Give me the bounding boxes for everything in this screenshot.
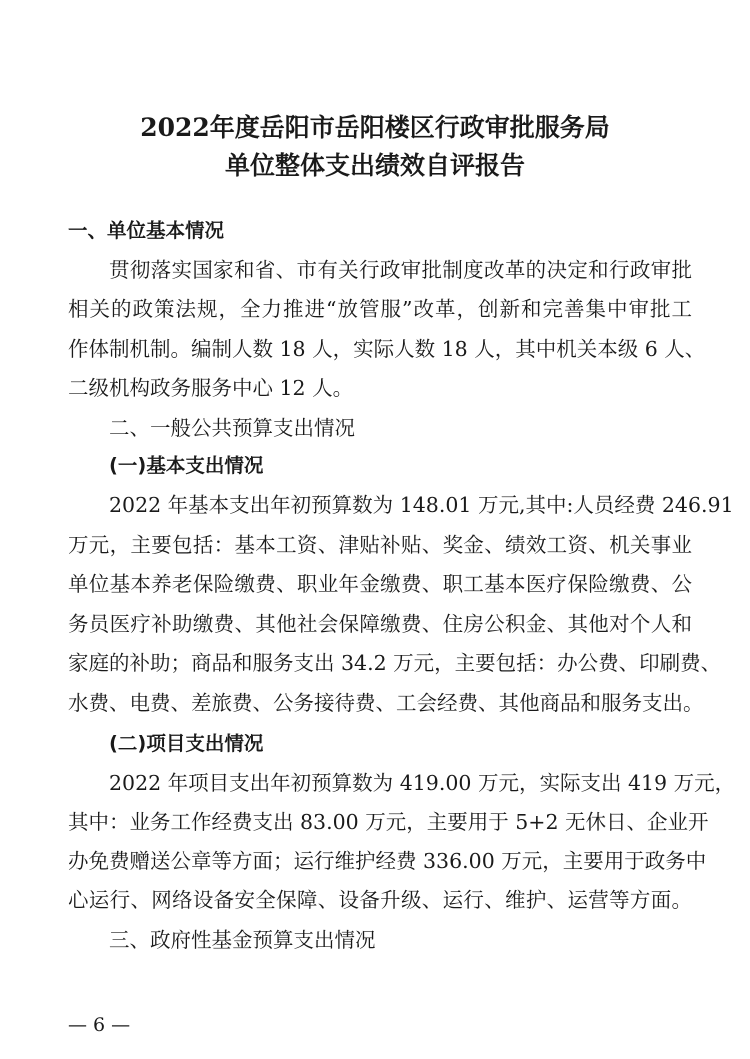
subsection-heading-basic-expenditure: (一)基本支出情况 (109, 454, 264, 477)
report-title-line-2: 单位整体支出绩效自评报告 (224, 151, 525, 180)
section-heading-government-fund: 三、政府性基金预算支出情况 (109, 928, 376, 952)
report-title-line-1: 2022年度岳阳市岳阳楼区行政审批服务局 (140, 113, 610, 142)
section-heading-general-budget: 二、一般公共预算支出情况 (109, 416, 355, 440)
paragraph-line: 单位基本养老保险缴费、职业年金缴费、职工基本医疗保险缴费、公 (68, 572, 692, 596)
paragraph-line: 心运行、网络设备安全保障、设备升级、运行、维护、运营等方面。 (68, 888, 692, 912)
paragraph-line: 水费、电费、差旅费、公务接待费、工会经费、其他商品和服务支出。 (68, 691, 704, 715)
paragraph-line: 二级机构政务服务中心 12 人。 (68, 376, 354, 400)
paragraph-line: 相关的政策法规，全力推进“放管服”改革，创新和完善集中审批工 (68, 297, 692, 321)
section-heading-basic-info: 一、单位基本情况 (68, 219, 225, 242)
paragraph-line: 2022 年项目支出年初预算数为 419.00 万元，实际支出 419 万元， (109, 771, 736, 795)
paragraph-line: 其中：业务工作经费支出 83.00 万元，主要用于 5+2 无休日、企业开 (68, 810, 709, 834)
paragraph-line: 2022 年基本支出年初预算数为 148.01 万元,其中:人员经费 246.91 (109, 493, 734, 517)
subsection-heading-project-expenditure: (二)项目支出情况 (109, 732, 264, 755)
paragraph-line: 务员医疗补助缴费、其他社会保障缴费、住房公积金、其他对个人和 (68, 612, 692, 636)
page-number: — 6 — (68, 1014, 131, 1036)
paragraph-line: 办免费赠送公章等方面；运行维护经费 336.00 万元，主要用于政务中 (68, 849, 707, 873)
paragraph-line: 家庭的补助；商品和服务支出 34.2 万元，主要包括：办公费、印刷费、 (68, 651, 722, 675)
paragraph-line: 作体制机制。编制人数 18 人，实际人数 18 人，其中机关本级 6 人、 (68, 337, 706, 361)
paragraph-line: 万元，主要包括：基本工资、津贴补贴、奖金、绩效工资、机关事业 (68, 533, 692, 557)
paragraph-line: 贯彻落实国家和省、市有关行政审批制度改革的决定和行政审批 (109, 258, 692, 282)
